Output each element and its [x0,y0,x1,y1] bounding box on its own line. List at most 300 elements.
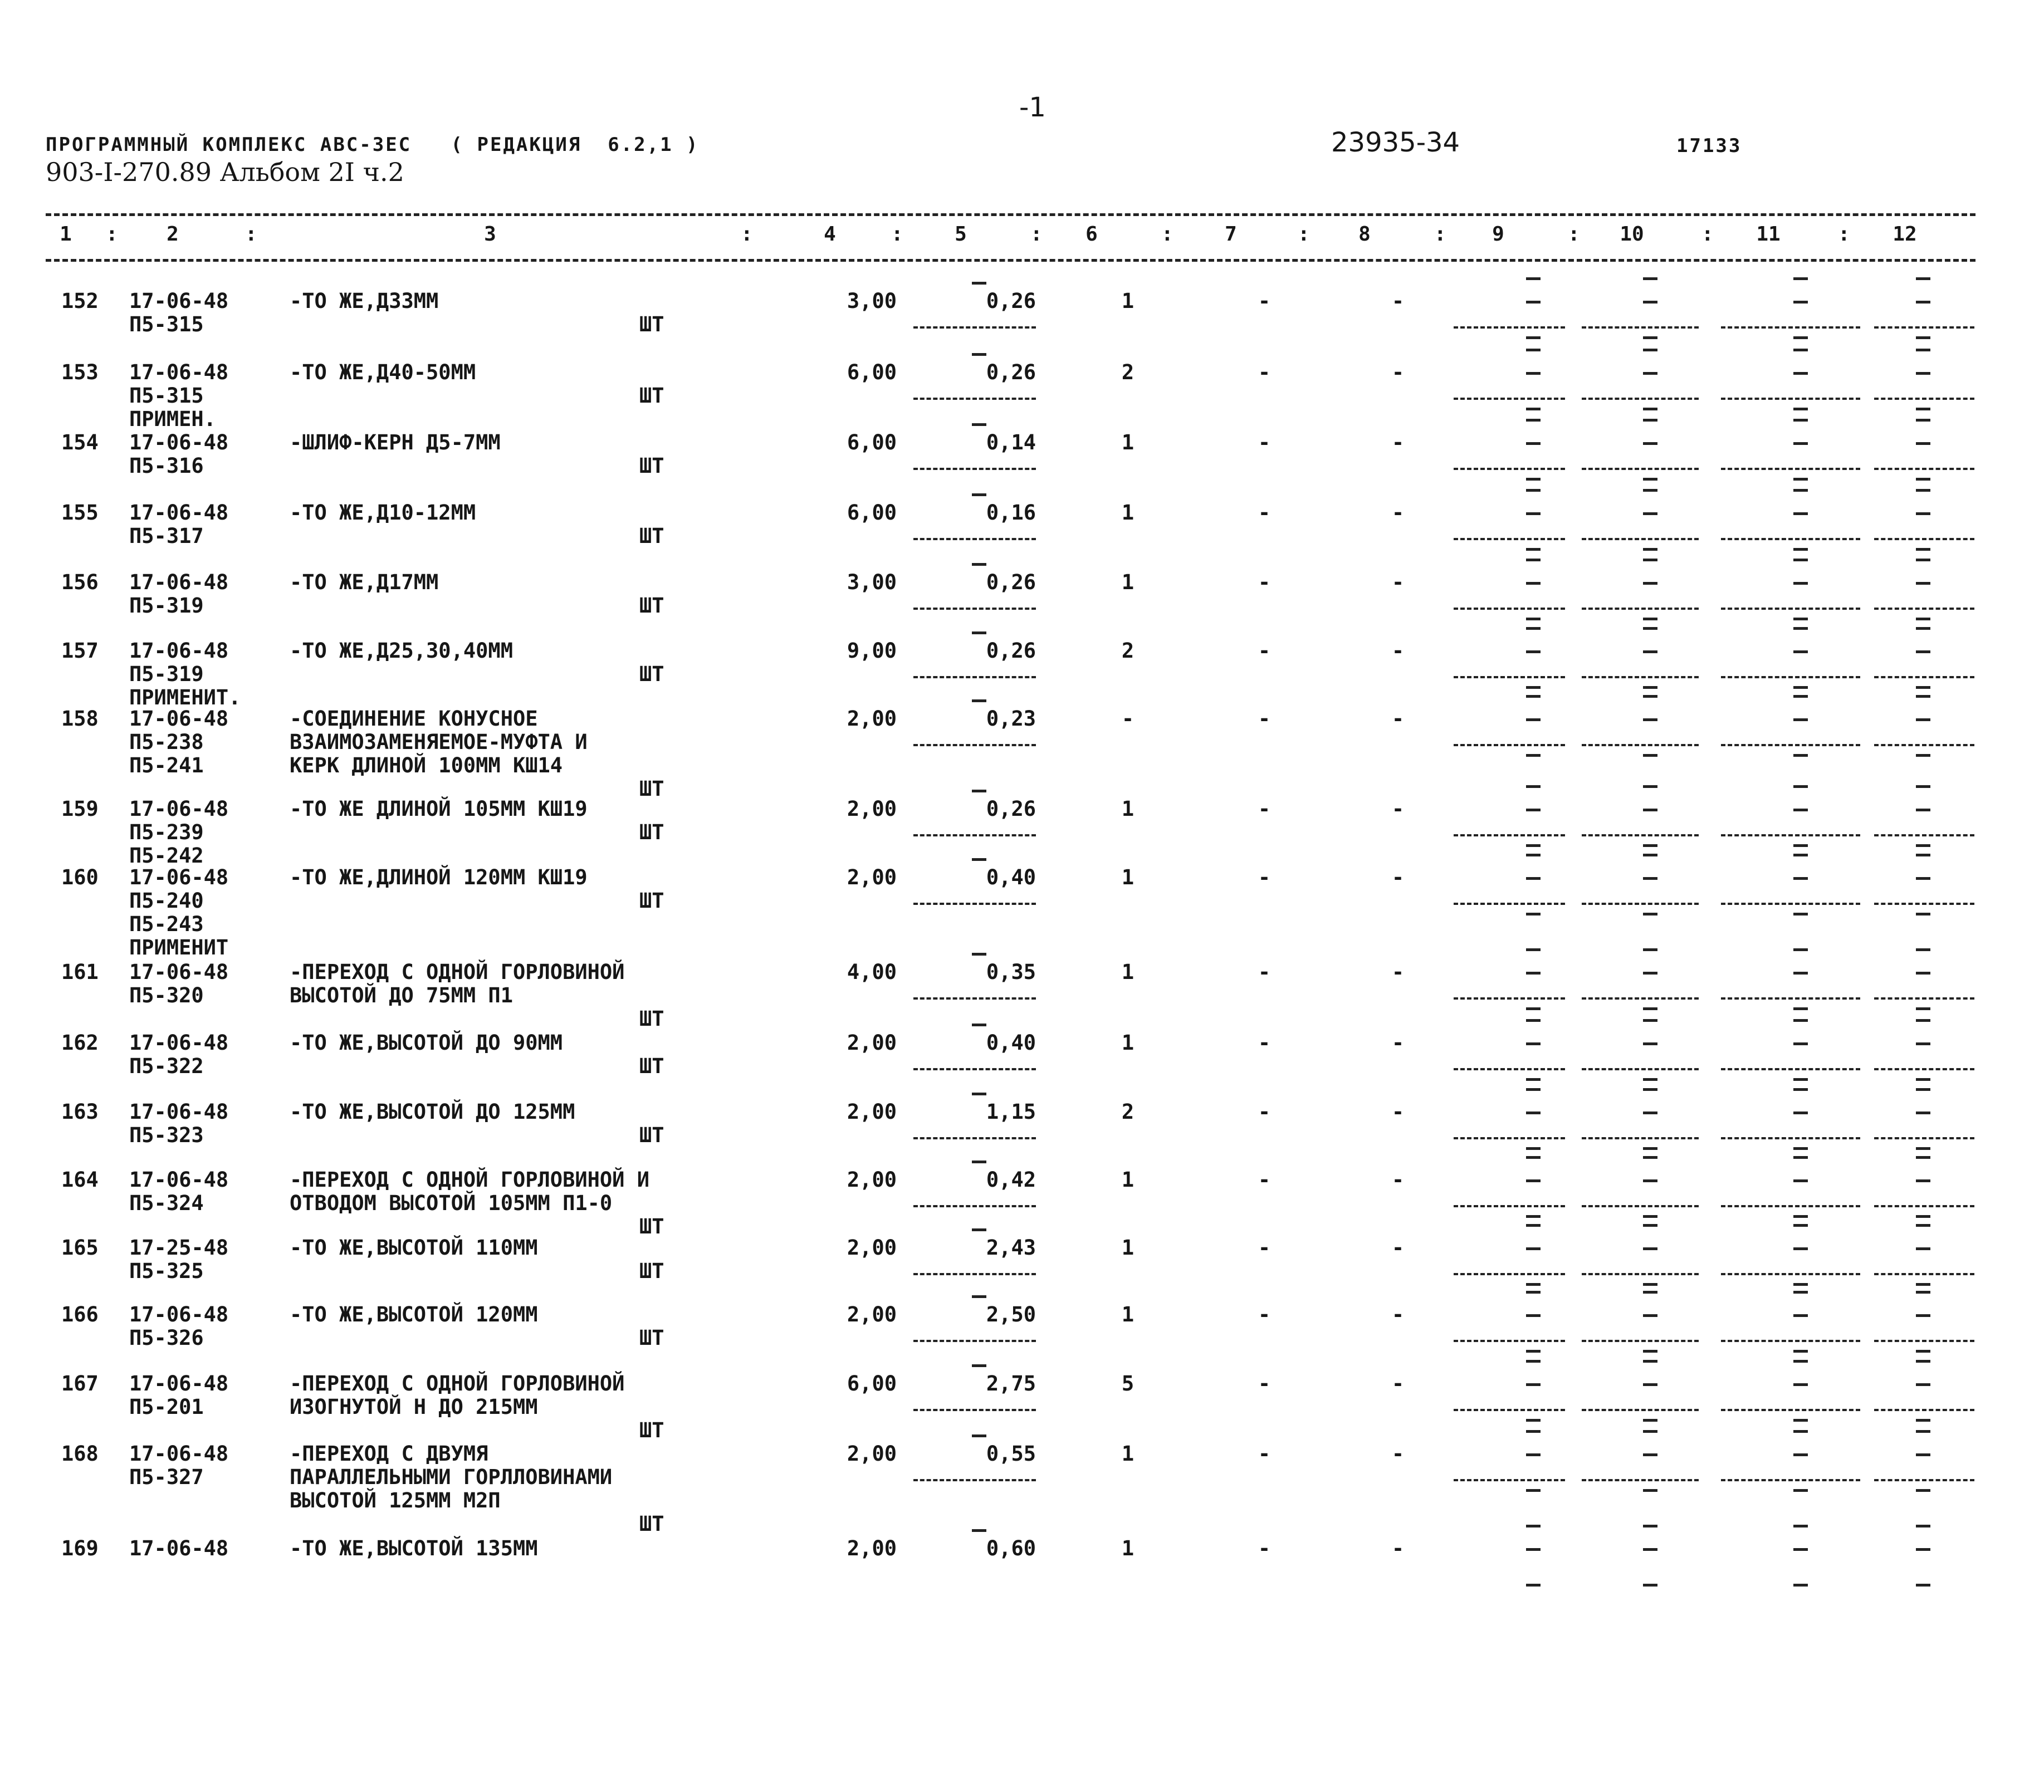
row-code: 17-06-48 П5-320 [129,960,229,1007]
row-unit: ШТ [639,1215,664,1238]
row-price: 0,16 [986,501,1036,525]
row-col7: - [1258,1100,1271,1124]
row-number: 164 [61,1168,99,1192]
row-unit: ШТ [639,454,664,478]
empty-cell-mark [1793,1042,1808,1045]
table-row [0,961,2044,1033]
row-quantity: 2,00 [847,1100,897,1124]
row-col6: 1 [1121,430,1135,454]
empty-cell-mark [1793,1525,1808,1527]
cell-underline [1454,997,1565,1000]
row-price: 0,40 [986,865,1036,889]
empty-cell-mark [1643,349,1657,351]
row-number: 155 [61,501,99,525]
cell-underline [1721,1409,1860,1411]
row-price: 0,14 [986,430,1036,454]
row-col6: 1 [1121,501,1135,525]
row-col7: - [1258,289,1271,313]
table-row [0,639,2044,712]
empty-cell-mark [1643,618,1657,620]
row-number: 159 [61,797,99,821]
row-col7: - [1258,1372,1271,1396]
empty-cell-mark [1526,1042,1541,1045]
row-unit: ШТ [639,594,664,618]
cell-underline [1454,608,1565,610]
empty-cell-mark [1643,1019,1657,1022]
empty-cell-mark [1526,695,1541,698]
row-price: 0,35 [986,960,1036,984]
empty-cell-mark [1916,1314,1930,1317]
cell-underline [1874,538,1974,540]
empty-cell-mark [1643,1215,1657,1218]
row-col7: - [1258,360,1271,384]
column-number-5: 5 [955,223,967,246]
cell-underline [913,903,1036,905]
row-col6: 1 [1121,289,1135,313]
column-separator: : [891,223,903,246]
row-price: 1,15 [986,1100,1036,1124]
column-number-12: 12 [1893,223,1917,246]
table-row [0,707,2044,801]
empty-cell-mark [1916,419,1930,422]
row-col7: - [1258,570,1271,594]
cell-underline [1454,1068,1565,1070]
cell-underline [1582,1409,1699,1411]
empty-cell-mark [1643,1088,1657,1091]
cell-underline [913,398,1036,400]
empty-cell-mark [1916,948,1930,951]
row-description: -ТО ЖЕ,ДЛИНОЙ 120ММ КШ19 [290,865,588,889]
empty-cell-mark [1916,442,1930,445]
empty-cell-mark [1526,972,1541,975]
empty-cell-mark [1526,948,1541,951]
cell-underline [1454,538,1565,540]
column-separator: : [1298,223,1310,246]
empty-cell-mark [1526,512,1541,515]
column-separator: : [1434,223,1446,246]
row-unit: ШТ [639,1123,664,1147]
empty-cell-mark [1643,1525,1657,1527]
cell-underline [1874,398,1974,400]
row-code: 17-06-48 П5-323 [129,1100,229,1147]
empty-cell-mark [1526,1350,1541,1353]
empty-cell-mark [1526,618,1541,620]
row-col6: 2 [1121,360,1135,384]
empty-cell-mark [1643,1291,1657,1294]
empty-cell-mark [1916,844,1930,847]
empty-cell-mark [1526,559,1541,561]
cell-underline [1721,1479,1860,1481]
header-rule-top [46,213,1975,216]
column-number-1: 1 [60,223,72,246]
row-price: 0,26 [986,639,1036,663]
empty-cell-mark [1793,854,1808,856]
empty-cell-mark [1793,336,1808,339]
empty-cell-mark [1793,627,1808,630]
row-code: 17-06-48 П5-315 ПРИМЕН. [129,360,229,431]
empty-cell-mark [1643,408,1657,410]
column-number-4: 4 [824,223,836,246]
column-separator: : [106,223,118,246]
empty-cell-mark [1526,301,1541,303]
empty-cell-mark [1916,1584,1930,1587]
row-quantity: 4,00 [847,960,897,984]
empty-cell-mark [1526,1314,1541,1317]
empty-cell-mark [1643,1179,1657,1182]
cell-underline [913,1340,1036,1342]
empty-cell-mark [1916,1419,1930,1422]
row-number: 153 [61,360,99,384]
row-col8: - [1391,570,1405,594]
column-separator: : [1161,223,1173,246]
table-row [0,1372,2044,1445]
empty-cell-mark [1526,1112,1541,1114]
empty-cell-mark [1793,1156,1808,1159]
row-code: 17-06-48 П5-327 [129,1442,229,1489]
row-price: 0,26 [986,289,1036,313]
empty-cell-mark [1793,301,1808,303]
empty-cell-mark [1916,1042,1930,1045]
empty-cell-mark [1526,754,1541,757]
row-col6: 1 [1121,1303,1135,1326]
empty-cell-mark [1526,1489,1541,1492]
empty-cell-mark [1526,548,1541,551]
row-quantity: 2,00 [847,865,897,889]
cell-underline [1582,1479,1699,1481]
empty-cell-mark [1916,1179,1930,1182]
column-number-2: 2 [167,223,179,246]
row-quantity: 6,00 [847,501,897,525]
row-col8: - [1391,1100,1405,1124]
cell-underline [1582,468,1699,470]
row-description: -ТО ЖЕ,ВЫСОТОЙ ДО 90ММ [290,1031,563,1055]
empty-cell-mark [1643,372,1657,375]
row-col8: - [1391,1303,1405,1326]
empty-cell-mark [1793,844,1808,847]
cell-underline [1874,468,1974,470]
empty-cell-mark [1916,349,1930,351]
row-unit: ШТ [639,1007,664,1031]
row-code: 17-06-48 П5-326 [129,1303,229,1350]
empty-cell-mark [1526,277,1541,280]
empty-cell-mark [1793,809,1808,811]
empty-cell-mark [1643,1283,1657,1286]
empty-cell-mark [1793,1350,1808,1353]
cell-underline [1721,903,1860,905]
cell-underline [1874,1479,1974,1481]
cell-underline [1874,1409,1974,1411]
empty-cell-mark [1643,1360,1657,1363]
empty-cell-mark [1526,1019,1541,1022]
column-number-3: 3 [484,223,496,246]
row-code: 17-06-48 П5-315 [129,289,229,336]
empty-cell-mark [1916,489,1930,492]
cell-underline [913,608,1036,610]
empty-cell-mark [1793,650,1808,653]
empty-cell-mark [1643,1247,1657,1250]
empty-cell-mark [1526,1224,1541,1227]
empty-cell-mark [1793,1489,1808,1492]
cell-underline [1582,608,1699,610]
table-row [0,501,2044,574]
row-code: 17-06-48 П5-201 [129,1372,229,1419]
cell-underline [1454,744,1565,746]
row-quantity: 6,00 [847,430,897,454]
row-code: 17-06-48 [129,1536,229,1560]
row-description: -ТО ЖЕ,ВЫСОТОЙ 120ММ [290,1303,538,1326]
empty-cell-mark [1643,582,1657,585]
empty-cell-mark [1526,1584,1541,1587]
empty-cell-mark [1643,489,1657,492]
header-rule-bottom [46,259,1975,262]
cell-underline [913,1137,1036,1139]
empty-cell-mark [1793,972,1808,975]
empty-cell-mark [1793,349,1808,351]
empty-cell-mark [1793,1291,1808,1294]
row-col6: 2 [1121,1100,1135,1124]
row-col6: 2 [1121,639,1135,663]
cell-underline [1874,834,1974,836]
empty-cell-mark [1916,695,1930,698]
empty-cell-mark [1526,877,1541,880]
row-col6: - [1121,707,1135,731]
row-description: -ТО ЖЕ,ВЫСОТОЙ 135ММ [290,1536,538,1560]
empty-cell-mark [1526,489,1541,492]
empty-cell-mark [1526,809,1541,811]
row-number: 162 [61,1031,99,1055]
page-mark: -1 [1019,92,1046,123]
row-price: 0,26 [986,797,1036,821]
empty-cell-mark [1916,548,1930,551]
empty-cell-mark [1793,1112,1808,1114]
cell-underline [1454,676,1565,678]
row-description: -ПЕРЕХОД С ОДНОЙ ГОРЛОВИНОЙ ИЗОГНУТОЙ Н ДО 215ММ [290,1372,625,1419]
cell-underline [1582,1137,1699,1139]
cell-underline [1721,997,1860,1000]
empty-cell-mark [1793,785,1808,788]
table-row [0,1031,2044,1104]
table-row [0,1442,2044,1536]
row-unit: ШТ [639,1418,664,1442]
empty-cell-mark [1916,1088,1930,1091]
empty-cell-mark [1526,478,1541,481]
empty-cell-mark [1526,650,1541,653]
empty-cell-mark [1916,650,1930,653]
empty-cell-mark [1916,478,1930,481]
empty-cell-mark [1643,1383,1657,1386]
empty-cell-mark [1643,785,1657,788]
row-code: 17-06-48 П5-238 П5-241 [129,707,229,777]
empty-cell-mark [1643,1548,1657,1551]
price-mark [972,631,986,634]
empty-cell-mark [1526,1419,1541,1422]
row-number: 161 [61,960,99,984]
row-col7: - [1258,1536,1271,1560]
empty-cell-mark [1526,785,1541,788]
empty-cell-mark [1793,489,1808,492]
row-col8: - [1391,797,1405,821]
cell-underline [913,997,1036,1000]
empty-cell-mark [1793,582,1808,585]
empty-cell-mark [1916,809,1930,811]
row-unit: ШТ [639,777,664,801]
row-description: -СОЕДИНЕНИЕ КОНУСНОЕ ВЗАИМОЗАМЕНЯЕМОЕ-МУФТА И КЕРК ДЛИНОЙ 100ММ КШ14 [290,707,588,777]
row-unit: ШТ [639,889,664,913]
row-code: 17-06-48 П5-316 [129,430,229,478]
cell-underline [1874,676,1974,678]
empty-cell-mark [1916,618,1930,620]
empty-cell-mark [1793,1247,1808,1250]
empty-cell-mark [1916,277,1930,280]
cell-underline [1874,326,1974,329]
cell-underline [1454,398,1565,400]
row-col7: - [1258,430,1271,454]
empty-cell-mark [1916,1360,1930,1363]
row-quantity: 2,00 [847,1236,897,1260]
table-row [0,1537,2044,1609]
cell-underline [1454,1137,1565,1139]
empty-cell-mark [1643,913,1657,915]
row-col8: - [1391,1168,1405,1192]
cell-underline [913,676,1036,678]
row-description: -ТО ЖЕ,Д25,30,40ММ [290,639,513,663]
empty-cell-mark [1793,1224,1808,1227]
row-unit: ШТ [639,312,664,336]
cell-underline [1582,1273,1699,1275]
empty-cell-mark [1643,972,1657,975]
empty-cell-mark [1526,1078,1541,1081]
empty-cell-mark [1643,754,1657,757]
cell-underline [1582,903,1699,905]
column-separator: : [245,223,257,246]
cell-underline [1454,903,1565,905]
row-description: -ТО ЖЕ,ВЫСОТОЙ 110ММ [290,1236,538,1260]
empty-cell-mark [1916,1147,1930,1150]
empty-cell-mark [1916,582,1930,585]
row-col8: - [1391,865,1405,889]
row-price: 0,55 [986,1442,1036,1466]
program-line: ПРОГРАММНЫЙ КОМПЛЕКС АВС-3ЕС ( РЕДАКЦИЯ 6.2,1 ) [46,134,700,156]
cell-underline [913,468,1036,470]
empty-cell-mark [1643,809,1657,811]
row-price: 0,26 [986,360,1036,384]
row-col8: - [1391,1442,1405,1466]
empty-cell-mark [1643,1584,1657,1587]
empty-cell-mark [1916,754,1930,757]
empty-cell-mark [1793,1314,1808,1317]
cell-underline [913,1205,1036,1207]
cell-underline [913,538,1036,540]
row-col7: - [1258,639,1271,663]
row-quantity: 2,00 [847,1536,897,1560]
empty-cell-mark [1643,844,1657,847]
row-quantity: 6,00 [847,1372,897,1396]
price-mark [972,1161,986,1163]
row-code: 17-06-48 П5-324 [129,1168,229,1215]
empty-cell-mark [1916,1112,1930,1114]
row-code: 17-06-48 П5-239 П5-242 [129,797,229,868]
row-col8: - [1391,1536,1405,1560]
row-col6: 1 [1121,1536,1135,1560]
cell-underline [1874,744,1974,746]
table-row [0,797,2044,870]
empty-cell-mark [1793,442,1808,445]
row-col6: 1 [1121,1442,1135,1466]
empty-cell-mark [1793,754,1808,757]
empty-cell-mark [1526,718,1541,721]
cell-underline [1721,1068,1860,1070]
cell-underline [1874,1340,1974,1342]
empty-cell-mark [1643,854,1657,856]
column-separator: : [741,223,753,246]
cell-underline [1582,1340,1699,1342]
row-unit: ШТ [639,662,664,686]
cell-underline [1454,326,1565,329]
cell-underline [1582,834,1699,836]
empty-cell-mark [1526,913,1541,915]
empty-cell-mark [1643,627,1657,630]
row-quantity: 2,00 [847,797,897,821]
empty-cell-mark [1916,972,1930,975]
empty-cell-mark [1916,1215,1930,1218]
empty-cell-mark [1643,1224,1657,1227]
cell-underline [1454,1340,1565,1342]
row-unit: ШТ [639,1054,664,1078]
empty-cell-mark [1916,1156,1930,1159]
row-col7: - [1258,1168,1271,1192]
table-row [0,1100,2044,1173]
empty-cell-mark [1793,1430,1808,1433]
empty-cell-mark [1793,1548,1808,1551]
price-mark [972,953,986,956]
column-number-6: 6 [1085,223,1098,246]
row-col8: - [1391,639,1405,663]
cell-underline [1454,834,1565,836]
cell-underline [1454,1409,1565,1411]
empty-cell-mark [1526,1283,1541,1286]
row-quantity: 3,00 [847,289,897,313]
price-mark [972,1093,986,1095]
cell-underline [1721,834,1860,836]
empty-cell-mark [1526,1360,1541,1363]
empty-cell-mark [1916,1019,1930,1022]
row-col6: 1 [1121,570,1135,594]
row-quantity: 6,00 [847,360,897,384]
empty-cell-mark [1526,1453,1541,1456]
empty-cell-mark [1916,718,1930,721]
cell-underline [1721,538,1860,540]
cell-underline [1454,1273,1565,1275]
row-unit: ШТ [639,384,664,408]
empty-cell-mark [1793,1283,1808,1286]
empty-cell-mark [1793,877,1808,880]
row-description: -ПЕРЕХОД С ОДНОЙ ГОРЛОВИНОЙ И ОТВОДОМ ВЫСОТОЙ 105ММ П1-0 [290,1168,650,1215]
empty-cell-mark [1643,1112,1657,1114]
empty-cell-mark [1526,1291,1541,1294]
row-price: 0,23 [986,707,1036,731]
price-mark [972,423,986,426]
empty-cell-mark [1793,686,1808,689]
empty-cell-mark [1643,877,1657,880]
column-number-7: 7 [1225,223,1237,246]
row-quantity: 9,00 [847,639,897,663]
empty-cell-mark [1793,1179,1808,1182]
row-number: 160 [61,865,99,889]
empty-cell-mark [1526,1247,1541,1250]
cell-underline [1721,1273,1860,1275]
empty-cell-mark [1793,1383,1808,1386]
row-price: 2,43 [986,1236,1036,1260]
